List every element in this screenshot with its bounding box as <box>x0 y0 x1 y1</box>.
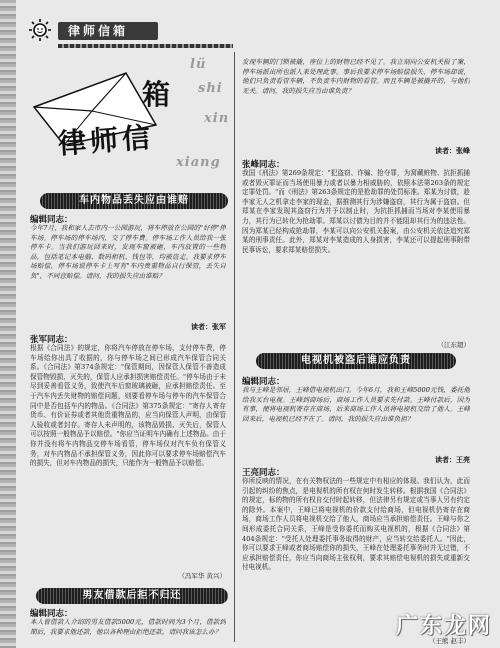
pinyin-3: xin <box>204 111 230 126</box>
right-reply: 我国《刑法》第269条规定："犯盗窃、诈骗、抢夺罪，为窝藏赃物、抗拒抓捕或者毁灭罪证而当场使用暴力或者以暴力相威胁的，依照本法第263条的规定定罪处罚。"而《刑法》第263条规定的是抢劫罪的处罚标准。郑某为讨债，趁李家无人之机拿走李家的现金，据推测其行为涉嫌盗窃，其行为属于盗窃。但郑某在李家发现其盗窃行为并予以制止时，为抗拒抓捕而当场对李某使用暴力，其行为已转化为抢劫罪。郑某以讨债为目的并不能阻却其行为的违法性。因为郑某已经构成抢劫罪，李某可以向公安机关报案，由公安机关依法追究郑某的刑事责任。此外，郑某对李某造成的人身损害，李某还可以提起刑事附带民事诉讼，要求郑某赔偿损失。 <box>242 169 470 254</box>
right-section-reply-label: 王亮同志： <box>242 468 285 478</box>
right-reply-label: 张峰同志： <box>242 160 285 170</box>
right-top-letter: 发现车辆的门锁被撬，座位上的财物已经不见了。我立刻向公安机关报了案，停车场派出所也派人来处理此事。事后我要求停车场赔偿损失，停车场却说，他们只负责看管车辆，不负责车内财物的看管。而且车辆是被撬开的，与他们无关。请问，我的损失应当由谁负责？ <box>242 58 470 95</box>
title-art <box>22 55 232 185</box>
right-section-signature: 读者：王亮 <box>435 456 470 464</box>
right-section-heading: 电视机被盗后谁应负责 <box>256 353 456 369</box>
section1-label: 编辑同志： <box>30 215 73 225</box>
right-section-letter: 我与王峰是邻居，王峰借电视机出门。今年6月，我和王峰5000元钱，委托他给我买台电视。王峰到商场后，商场工作人员要求先付款。王峰付款后，因为有事，便将电视机寄存在商场，后来商场工作人员将电视机交给了他人。王峰回来后，电视机已经不在了。请问，我的损失应由谁负担？ <box>242 386 470 423</box>
right-reply-author: （江东超） <box>437 341 470 349</box>
sun-logo-icon <box>28 18 52 42</box>
right-section-author: （王熊 赵丰） <box>428 637 470 645</box>
column-badge: 律师信箱 <box>58 22 158 40</box>
section1-letter: 今年7月，我和家人去市内一公园游玩，将车停放在公园的"好停"停车场。停车场的停车场内，交了停车费。停车场工作人员给我一张停车卡。当我们游玩回来时，发现车窗被砸，车内放置的一些物品，包括笔记本电脑、数码相机、钱包等，均被盗走。我要求停车场赔偿，停车场说停车卡上写有"车内贵重物品自行保管，丢失自负"，不同意赔偿。请问，我的损失应由谁赔？ <box>30 224 226 280</box>
right-top-signature: 读者：张峰 <box>435 147 470 155</box>
section1-author: （冯军华 黄兴） <box>178 572 226 580</box>
pinyin-1: lü <box>190 57 207 72</box>
right-section-label: 编辑同志： <box>242 377 285 387</box>
section1-reply: 根据《合同法》的规定，你将汽车停放在停车场，支付停车费，停车场给你出具了收据的，你与停车场之间已形成汽车保管合同关系。《合同法》第374条规定："保管期间，因保管人保管不善造成保管物毁损、灭失的，保管人应承担损害赔偿责任。"停车场由于未尽到妥善看管义务，致使汽车后窗玻璃被砸，应承担赔偿责任。至于汽车内丢失财物的赔偿问题，则要看停车场与停车的汽车保管合同中是否包括车内的物品。《合同法》第375条规定："寄存人寄存货币、有价证券或者其他贵重物品的，应当向保管人声明，由保管人验收或者封存。寄存人未声明的，该物品毁损、灭失后，保管人可以按照一般物品予以赔偿。"你应当证明车内确有上述物品。由于你并没有将车内物品交停车场看管，停车场仅对汽车负有保管义务，对车内物品不承担保管义务，因此你可以要求停车场赔偿汽车的损失，但对车内物品的损失，只能作为一般物品予以赔偿。 <box>30 344 226 468</box>
section2-letter: 本人曾借款人介绍的男友借款5000元，借款时间为3个月，借款到期后，我要求他还款，他以各种理由拒绝还款，请问我该怎么办？ <box>30 618 226 636</box>
section2-label: 编辑同志： <box>30 609 73 619</box>
watermark: 广东龙网 <box>395 614 492 639</box>
section1-heading: 车内物品丢失应由谁赔 <box>40 193 228 209</box>
right-section-reply: 你所反映的情况，在有关物权法的一些规定中有相应的体现。我们认为，此而引起的纠纷的焦点，是电视机的所有权在何时发生转移。根据我国《合同法》的规定，标的物的所有权自交付时起转移，但法律另有规定或当事人另有约定的除外。本案中，王峰已将电视机的价款支付给商场，但电视机仍寄存在商场，商场工作人员将电视机交给了他人，商场应当承担赔偿责任。王峰与你之间形成委托合同关系，王峰是受你委托而购买电视机的，根据《合同法》第404条规定："受托人处理委托事务取得的财产，应当转交给委托人。"因此，你可以要求王峰或者商场赔偿你的损失，王峰在处理委托事务时并无过错，不应承担赔偿责任，你应当向商场主张权利，要求其赔偿电视机的损失或重新交付电视机。 <box>242 477 470 572</box>
title-box-char: 箱 <box>142 78 171 111</box>
title-main: 律师信 <box>57 120 156 161</box>
section2-heading: 男友借款后拒不归还 <box>36 588 228 604</box>
section1-reply-label: 张军同志： <box>30 335 73 345</box>
header-rule <box>58 44 233 48</box>
section1-signature: 读者：张军 <box>191 323 226 331</box>
scan-edge <box>0 0 16 648</box>
pinyin-2: shi <box>198 81 223 96</box>
column-divider <box>234 52 235 642</box>
pinyin-4: xiang <box>176 155 221 170</box>
